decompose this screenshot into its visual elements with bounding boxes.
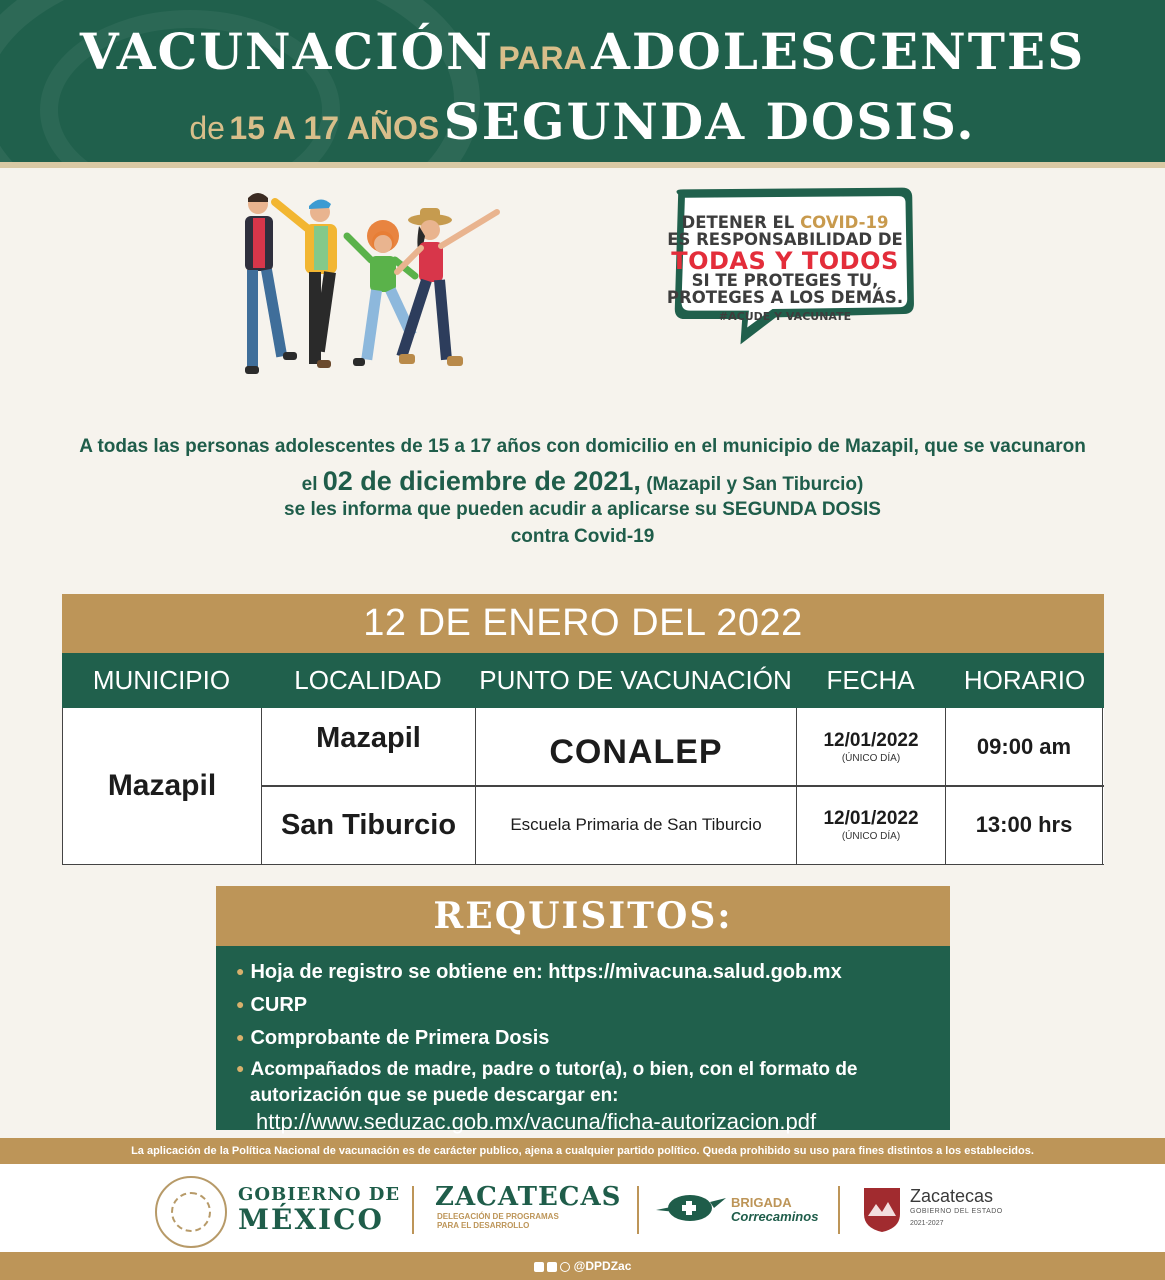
authorization-url[interactable]: http://www.seduzac.gob.mx/vacuna/ficha-autorizacion.pdf (256, 1109, 817, 1134)
disclaimer: La aplicación de la Política Nacional de vacunación es de carácter publico, ajena a cualquier partido político. Queda prohibido su uso para fines distintos a los establecidos. (0, 1138, 1165, 1164)
table-header-row (62, 653, 1104, 708)
bubble-message (660, 215, 910, 322)
intro-date: 02 de diciembre de 2021, (322, 465, 641, 496)
zacatecas-sub-2: PARA EL DESARROLLO (437, 1221, 530, 1231)
correcaminos-label: Correcaminos (731, 1209, 819, 1224)
cell-punto-2 (476, 786, 797, 864)
cell-fecha-1 (797, 708, 946, 786)
social-handle[interactable]: @DPDZac (573, 1259, 632, 1273)
title-segunda-dosis: SEGUNDA DOSIS. (443, 92, 976, 151)
gobierno-line-2: MÉXICO (238, 1203, 384, 1236)
footer-social (0, 1252, 1165, 1280)
requisito-text-4: Acompañados de madre, padre o tutor(a), o bien, con el formato de autorización que se puede descargar en: (250, 1059, 858, 1106)
zacatecas-shield-icon (862, 1186, 902, 1234)
col-header-municipio: MUNICIPIO (92, 665, 231, 695)
municipio-name: Mazapil (107, 769, 217, 802)
requisito-text-3: Comprobante de Primera Dosis (250, 1027, 550, 1049)
title-de: de (189, 110, 225, 146)
table-body (62, 708, 1104, 865)
bullet-icon: ● (236, 996, 245, 1012)
localidad-2: San Tiburcio (280, 808, 457, 841)
schedule-date-title: 12 DE ENERO DEL 2022 (62, 594, 1104, 653)
col-header-fecha: FECHA (826, 665, 915, 695)
roadrunner-icon (656, 1188, 726, 1228)
bubble-line-5: PROTEGES A LOS DEMÁS. (666, 287, 904, 307)
title-adolescentes: ADOLESCENTES (591, 22, 1086, 81)
cell-municipio (63, 708, 262, 864)
punto-2: Escuela Primaria de San Tiburcio (510, 815, 762, 834)
brigada-label: BRIGADA (731, 1195, 792, 1210)
bullet-icon: ● (236, 1029, 245, 1045)
teenagers-illustration (225, 190, 515, 390)
punto-1: CONALEP (549, 732, 723, 771)
intro-places: (Mazapil y San Tiburcio) (646, 473, 864, 495)
estado-subtitle: GOBIERNO DEL ESTADO (910, 1208, 1003, 1215)
bubble-text-detener: DETENER EL (681, 213, 795, 232)
gobierno-line-1: GOBIERNO DE (238, 1184, 401, 1205)
requisito-text-1: Hoja de registro se obtiene en: https://mivacuna.salud.gob.mx (250, 961, 842, 983)
requisito-item (236, 989, 936, 1022)
facebook-icon[interactable] (534, 1262, 544, 1272)
schedule-table (62, 594, 1104, 865)
cell-punto-1 (476, 708, 797, 786)
fecha-1: 12/01/2022 (823, 730, 919, 752)
bubble-line-4: SI TE PROTEGES TU, (691, 271, 879, 291)
title-edades: 15 A 17 AÑOS (229, 110, 440, 146)
twitter-icon[interactable] (547, 1262, 557, 1272)
horario-2: 13:00 hrs (975, 812, 1073, 837)
logo-divider (412, 1186, 414, 1234)
zacatecas-sub-1: DELEGACIÓN DE PROGRAMAS (437, 1212, 559, 1221)
localidad-1: Mazapil (316, 722, 421, 754)
cell-localidad-2 (262, 786, 476, 864)
intro-line-3: se les informa que pueden acudir a aplicarse su SEGUNDA DOSIS (284, 499, 881, 521)
bubble-line-2: ES RESPONSABILIDAD DE (667, 229, 903, 249)
bubble-line-3: TODAS Y TODOS (671, 246, 899, 275)
cell-horario-2 (946, 786, 1103, 864)
bubble-hashtag: #ACUDE Y VACUNATE (718, 309, 852, 323)
requisitos-list (216, 946, 950, 1134)
intro-line-1: A todas las personas adolescentes de 15 a 17 años con domicilio en el municipio de Mazapil, que se vacunaron (79, 436, 1086, 457)
title-line-2 (0, 92, 1165, 151)
zacatecas-subtitle (437, 1212, 559, 1230)
fecha-2: 12/01/2022 (823, 808, 919, 830)
cell-localidad-1 (262, 708, 476, 786)
header-banner (0, 0, 1165, 168)
requisito-item (236, 1057, 936, 1108)
fecha-note-1: (ÚNICO DÍA) (841, 752, 901, 764)
logo-divider (838, 1186, 840, 1234)
col-header-horario: HORARIO (963, 665, 1086, 695)
estado-title: Zacatecas (910, 1186, 994, 1206)
instagram-icon[interactable] (560, 1262, 570, 1272)
fecha-note-2: (ÚNICO DÍA) (841, 830, 901, 842)
intro-line-2 (0, 465, 1165, 497)
bullet-icon: ● (236, 963, 245, 979)
title-line-1 (0, 22, 1165, 81)
requisito-item (236, 956, 936, 989)
requisito-item (236, 1022, 936, 1055)
zacatecas-title: ZACATECAS (435, 1182, 622, 1212)
mexico-seal-icon (155, 1176, 227, 1248)
intro-el: el (301, 473, 318, 495)
bullet-icon: ● (236, 1060, 245, 1076)
intro-line-4: contra Covid-19 (510, 525, 655, 547)
row-divider (262, 785, 1104, 787)
col-header-localidad: LOCALIDAD (294, 665, 442, 695)
title-vacunacion: VACUNACIÓN (79, 22, 494, 81)
horario-1: 09:00 am (976, 734, 1072, 759)
seal-inner (171, 1192, 211, 1232)
estado-years: 2021-2027 (910, 1220, 944, 1227)
cell-fecha-2 (797, 786, 946, 864)
title-para: PARA (498, 40, 587, 76)
bubble-text-covid: COVID-19 (800, 213, 889, 232)
banner-gold-line (0, 162, 1165, 168)
intro-text (0, 436, 1165, 549)
col-header-punto: PUNTO DE VACUNACIÓN (479, 665, 792, 695)
requisitos-title: REQUISITOS: (216, 886, 950, 946)
requisito-text-2: CURP (250, 994, 308, 1016)
cell-horario-1 (946, 708, 1103, 786)
logo-divider (637, 1186, 639, 1234)
